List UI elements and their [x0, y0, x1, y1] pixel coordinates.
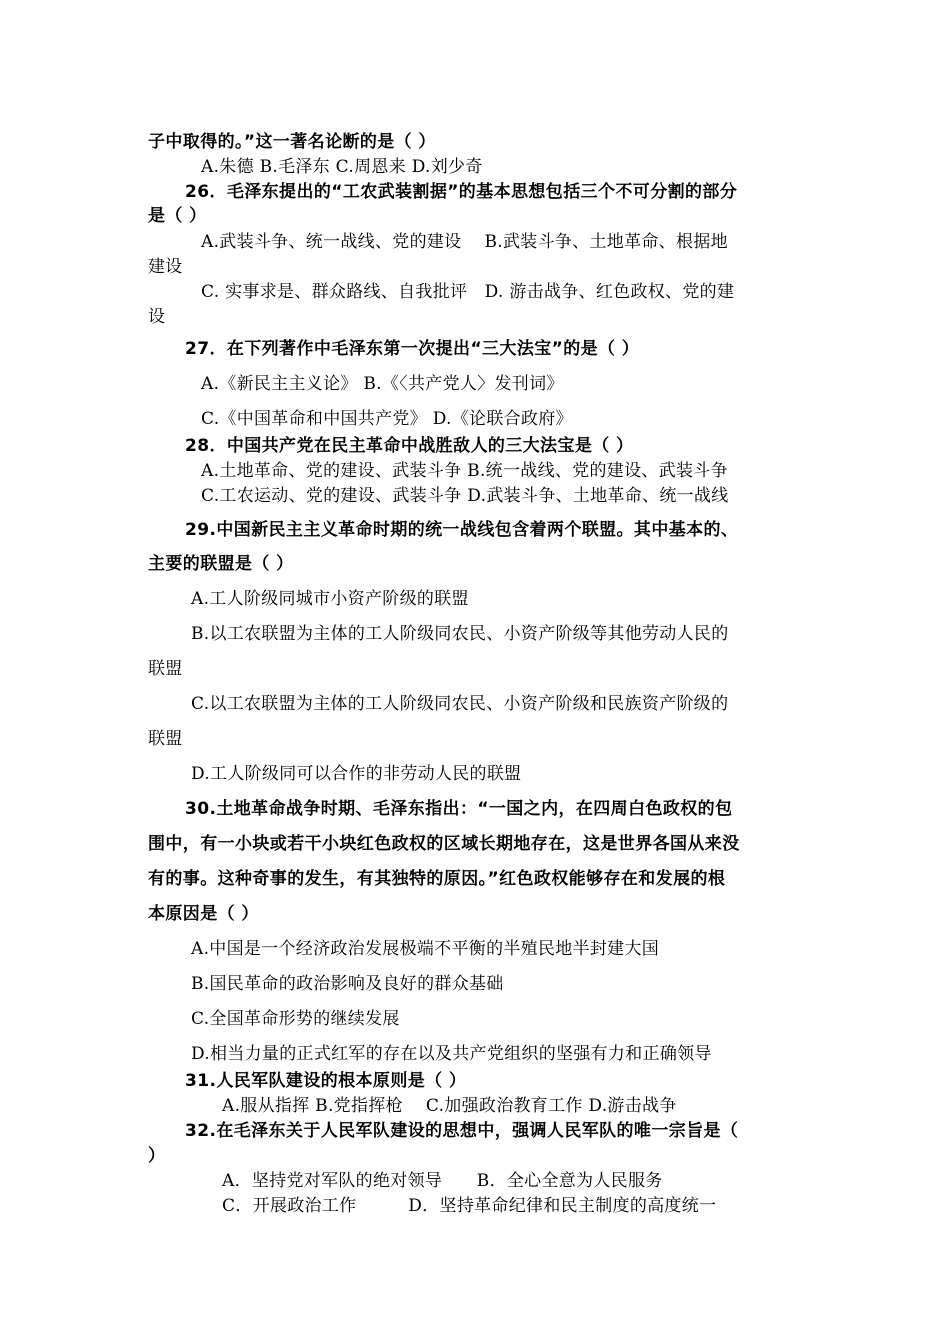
q32-stem-line2: ）: [148, 1146, 166, 1166]
q26-option-cd-line1: C. 实事求是、群众路线、自我批评 D. 游击战争、红色政权、党的建: [201, 282, 735, 302]
q29-option-d: D.工人阶级同可以合作的非劳动人民的联盟: [191, 764, 522, 784]
q31-stem: 31.人民军队建设的根本原则是（ ）: [185, 1071, 467, 1091]
q26-option-cd-line2: 设: [148, 307, 166, 327]
q32-options-cd: C．开展政治工作 D．坚持革命纪律和民主制度的高度统一: [222, 1196, 717, 1216]
q26-stem-line1: 26．毛泽东提出的“工农武装割据”的基本思想包括三个不可分割的部分: [185, 182, 738, 202]
q25-options: A.朱德 B.毛泽东 C.周恩来 D.刘少奇: [201, 157, 483, 177]
q30-stem-line2: 围中，有一小块或若干小块红色政权的区域长期地存在，这是世界各国从来没: [148, 834, 740, 854]
q30-stem-line1: 30.土地革命战争时期、毛泽东指出：“一国之内，在四周白色政权的包: [185, 799, 733, 819]
q28-options-ab: A.土地革命、党的建设、武装斗争 B.统一战线、党的建设、武装斗争: [201, 461, 728, 481]
q26-stem-line2: 是（ ）: [148, 206, 207, 226]
q29-option-c-line2: 联盟: [148, 729, 183, 749]
q29-stem-line1: 29.中国新民主主义革命时期的统一战线包含着两个联盟。其中基本的、: [185, 520, 739, 540]
q32-stem-line1: 32.在毛泽东关于人民军队建设的思想中，强调人民军队的唯一宗旨是（: [185, 1121, 739, 1141]
q29-option-b-line2: 联盟: [148, 659, 183, 679]
q25-stem-tail: 子中取得的。”这一著名论断的是（ ）: [148, 132, 436, 152]
q27-options-cd: C.《中国革命和中国共产党》 D.《论联合政府》: [201, 409, 573, 429]
q29-option-c-line1: C.以工农联盟为主体的工人阶级同农民、小资产阶级和民族资产阶级的: [191, 694, 729, 714]
q26-option-ab-line2: 建设: [148, 257, 183, 277]
q29-stem-line2: 主要的联盟是（ ）: [148, 554, 294, 574]
q30-option-b: B.国民革命的政治影响及良好的群众基础: [191, 974, 504, 994]
q30-stem-line4: 本原因是（ ）: [148, 904, 259, 924]
q31-options: A.服从指挥 B.党指挥枪 C.加强政治教育工作 D.游击战争: [222, 1096, 677, 1116]
q30-option-c: C.全国革命形势的继续发展: [191, 1009, 400, 1029]
q28-options-cd: C.工农运动、党的建设、武装斗争 D.武装斗争、土地革命、统一战线: [201, 486, 729, 506]
q29-option-a: A.工人阶级同城市小资产阶级的联盟: [191, 589, 469, 609]
q30-option-d: D.相当力量的正式红军的存在以及共产党组织的坚强有力和正确领导: [191, 1044, 712, 1064]
q30-option-a: A.中国是一个经济政治发展极端不平衡的半殖民地半封建大国: [191, 939, 660, 959]
q32-options-ab: A．坚持党对军队的绝对领导 B．全心全意为人民服务: [222, 1171, 663, 1191]
q30-stem-line3: 有的事。这种奇事的发生，有其独特的原因。”红色政权能够存在和发展的根: [148, 869, 726, 889]
q26-option-ab-line1: A.武装斗争、统一战线、党的建设 B.武装斗争、土地革命、根据地: [201, 232, 728, 252]
q27-stem: 27．在下列著作中毛泽东第一次提出“三大法宝”的是（ ）: [185, 339, 640, 359]
q29-option-b-line1: B.以工农联盟为主体的工人阶级同农民、小资产阶级等其他劳动人民的: [191, 624, 729, 644]
q27-options-ab: A.《新民主主义论》 B.《〈共产党人〉发刊词》: [201, 374, 564, 394]
q28-stem: 28．中国共产党在民主革命中战胜敌人的三大法宝是（ ）: [185, 436, 634, 456]
